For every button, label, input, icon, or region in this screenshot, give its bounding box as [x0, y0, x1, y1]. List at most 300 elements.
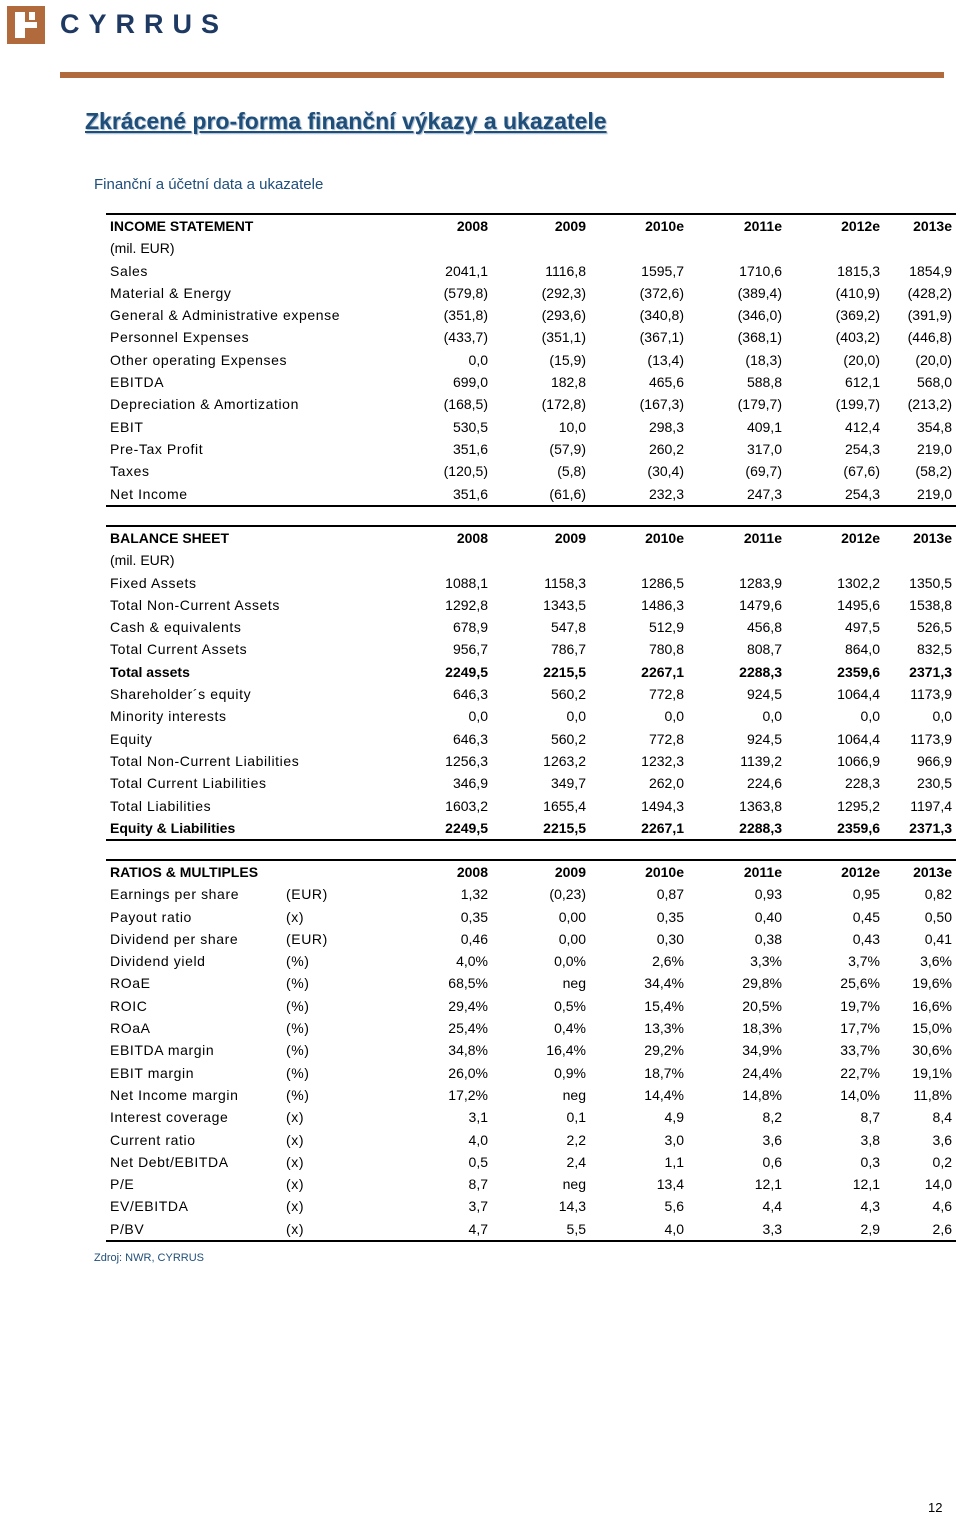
- table-row: [106, 1195, 956, 1217]
- row-value: 12,1: [754, 1176, 782, 1193]
- row-value: 0,00: [558, 908, 586, 925]
- row-value: 0,41: [924, 930, 952, 947]
- table-row: [106, 393, 956, 415]
- table-row: [106, 1017, 956, 1039]
- row-value: 1815,3: [837, 262, 880, 279]
- year-header: 2012e: [786, 214, 884, 237]
- row-label: Taxes: [110, 463, 150, 480]
- row-value: 5,6: [664, 1198, 684, 1215]
- row-unit: (x): [286, 1131, 305, 1148]
- row-value: 25,4%: [448, 1020, 488, 1037]
- row-value: 0,82: [924, 886, 952, 903]
- row-label: ROaE: [110, 975, 151, 992]
- row-label: Current ratio: [110, 1131, 196, 1148]
- row-value: 3,6: [932, 1131, 952, 1148]
- table-row: [106, 416, 956, 438]
- year-header: 2012e: [786, 526, 884, 549]
- table-row: [106, 928, 956, 950]
- row-label: Depreciation & Amortization: [110, 396, 299, 413]
- row-value: 182,8: [550, 374, 586, 391]
- page-number: 12: [928, 1500, 943, 1515]
- row-unit: (%): [286, 1042, 310, 1059]
- year-header: 2010e: [590, 526, 688, 549]
- table-row: [106, 1129, 956, 1151]
- row-value: 16,6%: [912, 997, 952, 1014]
- row-value: (389,4): [737, 284, 782, 301]
- table-row: [106, 950, 956, 972]
- row-value: (292,3): [541, 284, 586, 301]
- row-value: 612,1: [844, 374, 880, 391]
- row-value: 1256,3: [445, 752, 488, 769]
- row-value: 2288,3: [739, 663, 782, 680]
- row-value: 924,5: [746, 730, 782, 747]
- table-row: [106, 260, 956, 282]
- table-row: [106, 705, 956, 727]
- row-label: EV/EBITDA: [110, 1198, 189, 1215]
- row-value: 12,1: [852, 1176, 880, 1193]
- row-value: 1343,5: [543, 596, 586, 613]
- row-value: 260,2: [648, 440, 684, 457]
- row-value: (213,2): [907, 396, 952, 413]
- row-value: 0,35: [656, 908, 684, 925]
- table-row: [106, 1039, 956, 1061]
- row-value: 19,7%: [840, 997, 880, 1014]
- row-value: 2267,1: [641, 663, 684, 680]
- row-label: Total Liabilities: [110, 797, 212, 814]
- row-value: 14,3: [558, 1198, 586, 1215]
- table-row: [106, 1218, 956, 1241]
- row-value: 30,6%: [912, 1042, 952, 1059]
- row-value: 530,5: [452, 418, 488, 435]
- year-header: 2011e: [688, 526, 786, 549]
- row-label: Net Debt/EBITDA: [110, 1153, 229, 1170]
- row-value: 1173,9: [910, 730, 952, 747]
- row-value: 24,4%: [742, 1064, 782, 1081]
- row-unit: (%): [286, 1086, 310, 1103]
- row-value: 298,3: [648, 418, 684, 435]
- row-value: 772,8: [648, 730, 684, 747]
- header-divider: [60, 72, 944, 78]
- row-value: 0,30: [656, 930, 684, 947]
- row-value: 780,8: [648, 641, 684, 658]
- row-value: 0,1: [566, 1109, 586, 1126]
- row-value: 219,0: [884, 483, 956, 506]
- row-value: (340,8): [639, 307, 684, 324]
- row-value: 29,8%: [742, 975, 782, 992]
- row-value: 22,7%: [840, 1064, 880, 1081]
- row-value: 14,8%: [742, 1086, 782, 1103]
- row-value: (293,6): [541, 307, 586, 324]
- ratios-multiples-table: [106, 859, 956, 1242]
- row-value: 8,2: [762, 1109, 782, 1126]
- row-value: 0,45: [852, 908, 880, 925]
- row-value: neg: [562, 975, 586, 992]
- row-value: 0,5%: [554, 997, 586, 1014]
- row-value: 0,9%: [554, 1064, 586, 1081]
- row-label: Payout ratio: [110, 908, 192, 925]
- row-unit: (x): [286, 908, 305, 925]
- row-value: 19,6%: [912, 975, 952, 992]
- row-value: 1066,9: [837, 752, 880, 769]
- row-value: 924,5: [746, 686, 782, 703]
- row-value: 1064,4: [837, 686, 880, 703]
- row-value: 0,87: [656, 886, 684, 903]
- row-value: (410,9): [835, 284, 880, 301]
- row-value: 497,5: [844, 619, 880, 636]
- year-header: 2011e: [688, 214, 786, 237]
- row-label: EBITDA: [110, 374, 165, 391]
- row-value: (372,6): [639, 284, 684, 301]
- row-value: 2041,1: [445, 262, 488, 279]
- year-header: 2013e: [884, 214, 956, 237]
- table-row: [106, 349, 956, 371]
- row-value: 0,40: [754, 908, 782, 925]
- table-header-row: [106, 860, 956, 883]
- year-header: 2009: [492, 214, 590, 237]
- table-row: [106, 772, 956, 794]
- row-value: 678,9: [452, 619, 488, 636]
- year-header: 2012e: [786, 860, 884, 883]
- row-unit: (%): [286, 997, 310, 1014]
- row-value: 13,3%: [644, 1020, 684, 1037]
- row-value: 20,5%: [742, 997, 782, 1014]
- row-value: 0,35: [460, 908, 488, 925]
- row-value: 34,4%: [644, 975, 684, 992]
- row-value: 34,8%: [448, 1042, 488, 1059]
- table-row: [106, 1151, 956, 1173]
- table-row: [106, 638, 956, 660]
- row-value: (428,2): [907, 284, 952, 301]
- row-unit: (x): [286, 1153, 305, 1170]
- row-value: 526,5: [916, 619, 952, 636]
- row-value: (20,0): [843, 351, 880, 368]
- row-value: 0,5: [468, 1153, 488, 1170]
- row-value: 412,4: [844, 418, 880, 435]
- row-value: 29,4%: [448, 997, 488, 1014]
- row-value: 547,8: [550, 619, 586, 636]
- page-title: Zkrácené pro-forma finanční výkazy a ukazatele: [85, 108, 607, 134]
- row-value: 568,0: [916, 374, 952, 391]
- row-value: neg: [562, 1086, 586, 1103]
- row-value: (15,9): [549, 351, 586, 368]
- row-label: Equity & Liabilities: [106, 817, 402, 840]
- row-value: 254,3: [844, 440, 880, 457]
- year-header: 2008: [402, 526, 492, 549]
- row-value: 0,0: [468, 708, 488, 725]
- row-value: 18,3%: [742, 1020, 782, 1037]
- row-label: Net Income margin: [110, 1086, 239, 1103]
- row-value: 254,3: [786, 483, 884, 506]
- row-value: 512,9: [648, 619, 684, 636]
- row-value: (367,1): [639, 329, 684, 346]
- row-value: 409,1: [746, 418, 782, 435]
- row-value: 1,1: [664, 1153, 684, 1170]
- row-label: General & Administrative expense: [110, 307, 341, 324]
- row-value: 262,0: [648, 775, 684, 792]
- row-value: 1088,1: [445, 574, 488, 591]
- row-value: 699,0: [452, 374, 488, 391]
- row-value: (69,7): [745, 463, 782, 480]
- row-value: 0,6: [762, 1153, 782, 1170]
- table-header-row: [106, 214, 956, 237]
- year-header: 2009: [492, 526, 590, 549]
- row-value: (120,5): [443, 463, 488, 480]
- table-row: [106, 594, 956, 616]
- row-value: 1116,8: [545, 262, 586, 279]
- row-value: 0,2: [932, 1153, 952, 1170]
- row-label: Cash & equivalents: [110, 619, 242, 636]
- row-value: 34,9%: [742, 1042, 782, 1059]
- row-label: EBIT margin: [110, 1064, 195, 1081]
- row-label: Fixed Assets: [110, 574, 197, 591]
- row-value: 3,6: [762, 1131, 782, 1148]
- row-unit: (x): [282, 1218, 402, 1241]
- row-label: ROIC: [110, 997, 148, 1014]
- row-value: 1295,2: [837, 797, 880, 814]
- row-value: 0,0: [762, 708, 782, 725]
- row-value: 4,7: [402, 1218, 492, 1241]
- row-value: 0,0: [468, 351, 488, 368]
- row-value: 5,5: [492, 1218, 590, 1241]
- row-value: 1197,4: [910, 797, 952, 814]
- row-label: Total Non-Current Assets: [110, 596, 281, 613]
- row-value: 4,9: [664, 1109, 684, 1126]
- row-value: 3,3: [688, 1218, 786, 1241]
- row-unit: (EUR): [286, 930, 328, 947]
- row-value: 1495,6: [837, 596, 880, 613]
- row-value: 646,3: [452, 730, 488, 747]
- row-value: 232,3: [590, 483, 688, 506]
- row-label: P/BV: [106, 1218, 282, 1241]
- row-value: 2359,6: [837, 663, 880, 680]
- logo-text: CYRRUS: [60, 9, 229, 39]
- row-value: 1655,4: [543, 797, 586, 814]
- row-label: Dividend yield: [110, 953, 206, 970]
- row-value: 2215,5: [543, 663, 586, 680]
- row-value: 1494,3: [641, 797, 684, 814]
- table-row: [106, 1062, 956, 1084]
- row-value: 18,7%: [644, 1064, 684, 1081]
- section-subtitle: Finanční a účetní data a ukazatele: [94, 176, 324, 193]
- row-label: Shareholder´s equity: [110, 686, 252, 703]
- row-label: Total Non-Current Liabilities: [110, 752, 300, 769]
- row-unit: (%): [286, 1064, 310, 1081]
- row-value: 966,9: [916, 752, 952, 769]
- row-unit: (x): [286, 1109, 305, 1126]
- row-value: 1350,5: [909, 574, 952, 591]
- row-value: 0,0: [664, 708, 684, 725]
- row-value: 68,5%: [448, 975, 488, 992]
- row-value: (369,2): [835, 307, 880, 324]
- row-value: 4,0: [590, 1218, 688, 1241]
- table-heading: RATIOS & MULTIPLES: [106, 860, 402, 883]
- row-label: Interest coverage: [110, 1109, 229, 1126]
- row-value: 2267,1: [590, 817, 688, 840]
- row-value: 247,3: [688, 483, 786, 506]
- table-row: [106, 995, 956, 1017]
- row-value: 646,3: [452, 686, 488, 703]
- table-row: [106, 883, 956, 905]
- row-value: 465,6: [648, 374, 684, 391]
- row-value: 3,1: [468, 1109, 488, 1126]
- row-value: 1363,8: [739, 797, 782, 814]
- source-note: Zdroj: NWR, CYRRUS: [94, 1252, 205, 1264]
- row-value: 1232,3: [641, 752, 684, 769]
- row-value: 8,7: [468, 1176, 488, 1193]
- table-header-row: [106, 526, 956, 549]
- row-value: 2,6%: [652, 953, 684, 970]
- row-value: 1292,8: [445, 596, 488, 613]
- row-value: 219,0: [916, 440, 952, 457]
- year-header: 2010e: [590, 214, 688, 237]
- table-row: [106, 750, 956, 772]
- row-value: 8,7: [860, 1109, 880, 1126]
- row-value: 19,1%: [912, 1064, 952, 1081]
- row-value: 2,9: [786, 1218, 884, 1241]
- row-value: (5,8): [557, 463, 586, 480]
- row-value: 4,6: [932, 1198, 952, 1215]
- row-unit: (x): [286, 1198, 305, 1215]
- row-value: 317,0: [746, 440, 782, 457]
- year-header: 2008: [402, 860, 492, 883]
- table-heading: BALANCE SHEET: [106, 526, 402, 549]
- row-value: 864,0: [844, 641, 880, 658]
- row-value: 772,8: [648, 686, 684, 703]
- unit-label: (mil. EUR): [110, 552, 175, 569]
- row-value: 1173,9: [910, 686, 952, 703]
- row-value: 4,0%: [456, 953, 488, 970]
- table-row: [106, 572, 956, 594]
- row-value: (368,1): [737, 329, 782, 346]
- row-value: (61,6): [492, 483, 590, 506]
- row-value: 2249,5: [445, 663, 488, 680]
- table-row: [106, 371, 956, 393]
- row-value: 11,8%: [913, 1086, 952, 1103]
- row-value: 3,0: [664, 1131, 684, 1148]
- row-value: 1710,6: [739, 262, 782, 279]
- row-value: 1603,2: [445, 797, 488, 814]
- table-heading: INCOME STATEMENT: [106, 214, 402, 237]
- row-label: EBITDA margin: [110, 1042, 215, 1059]
- row-label: Minority interests: [110, 708, 227, 725]
- row-value: 13,4: [656, 1176, 684, 1193]
- row-value: 1286,5: [641, 574, 684, 591]
- row-value: 33,7%: [840, 1042, 880, 1059]
- table-row: [106, 661, 956, 683]
- row-value: (579,8): [443, 284, 488, 301]
- row-value: 0,38: [754, 930, 782, 947]
- row-value: 0,50: [924, 908, 952, 925]
- table-row: [106, 460, 956, 482]
- row-value: 15,0%: [912, 1020, 952, 1037]
- row-value: (18,3): [745, 351, 782, 368]
- row-value: 1139,2: [740, 752, 782, 769]
- row-label: Total Current Liabilities: [110, 775, 267, 792]
- balance-sheet-table: [106, 525, 956, 841]
- row-value: (58,2): [915, 463, 952, 480]
- table-row: [106, 438, 956, 460]
- row-value: 4,0: [468, 1131, 488, 1148]
- table-row: [106, 282, 956, 304]
- row-value: 0,0: [932, 708, 952, 725]
- table-row: [106, 728, 956, 750]
- row-value: 560,2: [550, 686, 586, 703]
- row-label: Personnel Expenses: [110, 329, 250, 346]
- year-header: 2011e: [688, 860, 786, 883]
- row-value: 808,7: [746, 641, 782, 658]
- unit-row: [106, 549, 956, 571]
- row-value: 0,0%: [554, 953, 586, 970]
- row-label: P/E: [110, 1176, 135, 1193]
- row-value: 26,0%: [448, 1064, 488, 1081]
- table-row: [106, 326, 956, 348]
- row-value: 15,4%: [644, 997, 684, 1014]
- row-value: 3,7%: [848, 953, 880, 970]
- row-value: 16,4%: [546, 1042, 586, 1059]
- row-value: (403,2): [835, 329, 880, 346]
- row-value: 588,8: [746, 374, 782, 391]
- row-value: 29,2%: [644, 1042, 684, 1059]
- year-header: 2010e: [590, 860, 688, 883]
- row-value: 228,3: [844, 775, 880, 792]
- row-value: (433,7): [443, 329, 488, 346]
- row-value: 3,3%: [750, 953, 782, 970]
- row-value: 456,8: [746, 619, 782, 636]
- row-value: 1302,2: [837, 574, 880, 591]
- row-value: 10,0: [558, 418, 586, 435]
- row-value: 2,2: [566, 1131, 586, 1148]
- row-label: Pre-Tax Profit: [110, 440, 204, 457]
- row-label: ROaA: [110, 1020, 151, 1037]
- row-value: 14,0%: [840, 1086, 880, 1103]
- row-value: 8,4: [932, 1109, 952, 1126]
- row-value: 224,6: [746, 775, 782, 792]
- row-value: 832,5: [916, 641, 952, 658]
- row-value: 230,5: [916, 775, 952, 792]
- row-value: (172,8): [541, 396, 586, 413]
- row-value: 0,00: [558, 930, 586, 947]
- cyrrus-logo-icon: [7, 6, 45, 44]
- row-value: 4,4: [762, 1198, 782, 1215]
- row-value: (57,9): [549, 440, 586, 457]
- row-label: Other operating Expenses: [110, 351, 288, 368]
- row-value: 2249,5: [402, 817, 492, 840]
- table-row: [106, 616, 956, 638]
- row-value: (446,8): [907, 329, 952, 346]
- row-value: 346,9: [452, 775, 488, 792]
- year-header: 2009: [492, 860, 590, 883]
- row-value: (391,9): [907, 307, 952, 324]
- row-value: 786,7: [550, 641, 586, 658]
- row-value: 0,0: [566, 708, 586, 725]
- year-header: 2013e: [884, 526, 956, 549]
- row-label: EBIT: [110, 418, 144, 435]
- row-value: 0,93: [754, 886, 782, 903]
- row-unit: (%): [286, 975, 310, 992]
- row-value: 2371,3: [884, 817, 956, 840]
- table-row: [106, 483, 956, 506]
- row-value: (351,1): [541, 329, 586, 346]
- row-value: 354,8: [916, 418, 952, 435]
- row-value: 349,7: [550, 775, 586, 792]
- row-value: (67,6): [843, 463, 880, 480]
- row-value: 0,4%: [554, 1020, 586, 1037]
- table-row: [106, 817, 956, 840]
- row-value: (168,5): [443, 396, 488, 413]
- row-unit: (%): [286, 953, 310, 970]
- row-value: 1486,3: [641, 596, 684, 613]
- table-row: [106, 1084, 956, 1106]
